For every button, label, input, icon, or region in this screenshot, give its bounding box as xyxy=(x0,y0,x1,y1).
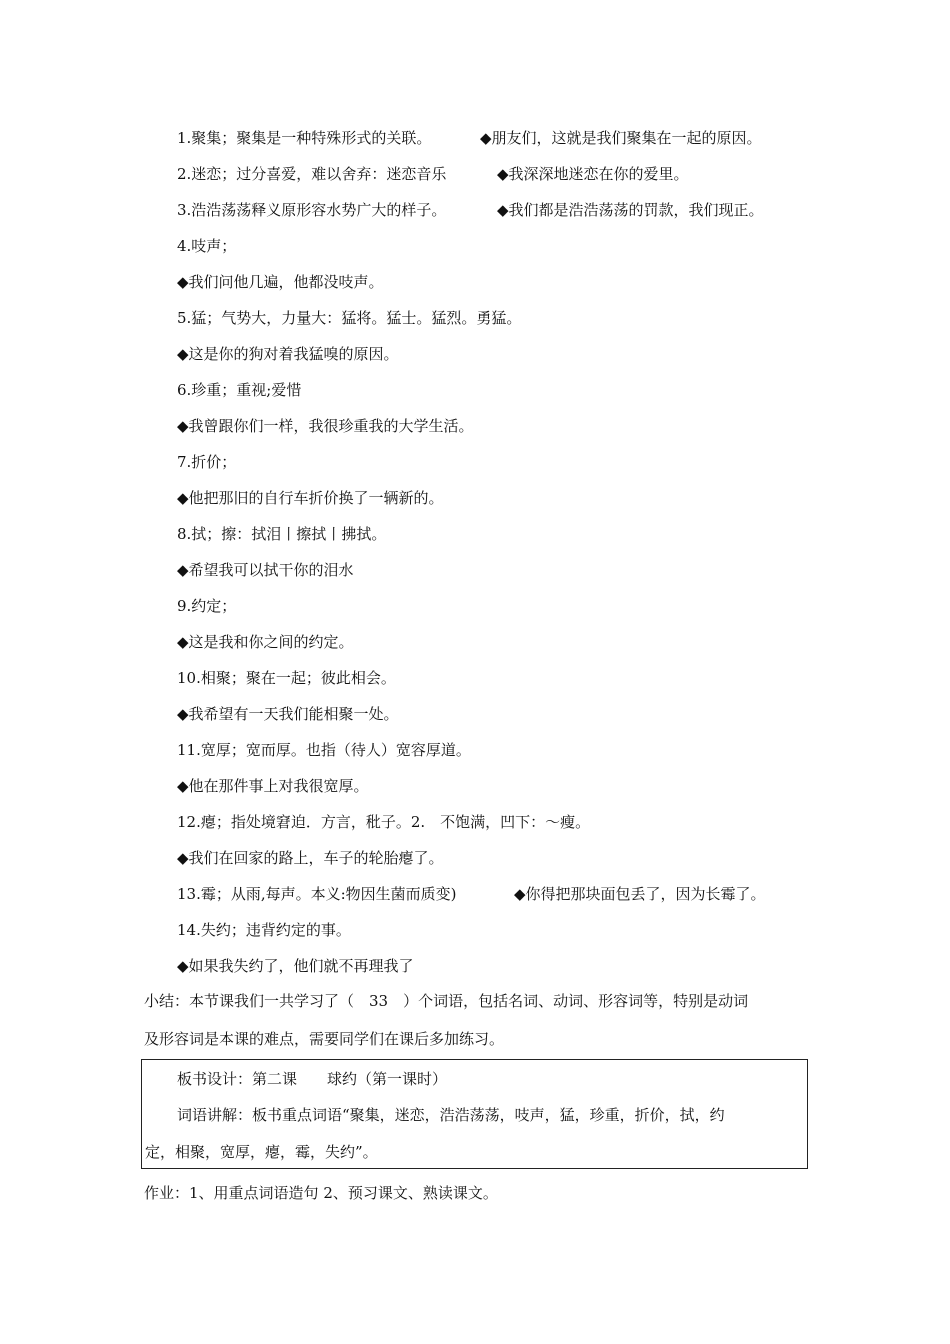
entry-11-word: 11.宽厚；宽而厚。也指（待人）宽容厚道。 xyxy=(177,741,471,759)
summary-line-1: 小结：本节课我们一共学习了（ 33 ）个词语，包括名词、动词、形容词等，特别是动词 xyxy=(144,992,749,1010)
entry-10-word: 10.相聚；聚在一起；彼此相会。 xyxy=(177,669,396,687)
entry-14-word: 14.失约；违背约定的事。 xyxy=(177,921,351,939)
entry-7-word: 7.折价； xyxy=(177,453,237,471)
entry-14-example: ◆如果我失约了，他们就不再理我了 xyxy=(177,957,414,975)
entry-3 xyxy=(177,200,764,220)
entry-2-example: ◆我深深地迷恋在你的爱里。 xyxy=(497,165,689,183)
entry-8-word: 8.拭；擦：拭泪丨擦拭丨拂拭。 xyxy=(177,525,387,543)
entry-6-word: 6.珍重；重视;爱惜 xyxy=(177,381,302,399)
entry-3-definition: 3.浩浩荡荡释义原形容水势广大的样子。 xyxy=(177,201,447,219)
entry-1-example: ◆朋友们，这就是我们聚集在一起的原因。 xyxy=(480,129,762,147)
entry-5-word: 5.猛；气势大，力量大：猛将。猛士。猛烈。勇猛。 xyxy=(177,309,522,327)
entry-13-definition: 13.霉；从雨,每声。本义:物因生菌而质变) xyxy=(177,885,457,903)
entry-9-example: ◆这是我和你之间的约定。 xyxy=(177,633,354,651)
entry-2-definition: 2.迷恋；过分喜爱，难以舍弃：迷恋音乐 xyxy=(177,165,447,183)
entry-9-word: 9.约定； xyxy=(177,597,237,615)
entry-2 xyxy=(177,164,689,184)
board-line-1: 词语讲解：板书重点词语“聚集，迷恋，浩浩荡荡，吱声，猛，珍重，折价，拭，约 xyxy=(177,1106,725,1124)
blackboard-design-box xyxy=(141,1059,808,1169)
homework: 作业：1、用重点词语造句 2、预习课文、熟读课文。 xyxy=(144,1184,498,1202)
summary-line-2: 及形容词是本课的难点，需要同学们在课后多加练习。 xyxy=(144,1030,505,1048)
entry-8-example: ◆希望我可以拭干你的泪水 xyxy=(177,561,354,579)
board-title: 板书设计：第二课 球约（第一课时） xyxy=(177,1070,448,1088)
entry-10-example: ◆我希望有一天我们能相聚一处。 xyxy=(177,705,399,723)
entry-4-word: 4.吱声； xyxy=(177,237,237,255)
entry-12-example: ◆我们在回家的路上，车子的轮胎瘪了。 xyxy=(177,849,444,867)
entry-12-word: 12.瘪；指处境窘迫．方言，秕子。2. 不饱满，凹下：～瘦。 xyxy=(177,813,591,831)
entry-7-example: ◆他把那旧的自行车折价换了一辆新的。 xyxy=(177,489,444,507)
board-line-2: 定，相聚，宽厚，瘪，霉，失约”。 xyxy=(145,1143,378,1161)
entry-13 xyxy=(177,884,766,904)
entry-4-example: ◆我们问他几遍，他都没吱声。 xyxy=(177,273,384,291)
entry-6-example: ◆我曾跟你们一样，我很珍重我的大学生活。 xyxy=(177,417,474,435)
entry-5-example: ◆这是你的狗对着我猛嗅的原因。 xyxy=(177,345,399,363)
entry-1-definition: 1.聚集；聚集是一种特殊形式的关联。 xyxy=(177,129,432,147)
entry-11-example: ◆他在那件事上对我很宽厚。 xyxy=(177,777,369,795)
entry-1 xyxy=(177,128,762,148)
entry-13-example: ◆你得把那块面包丢了，因为长霉了。 xyxy=(514,885,766,903)
entry-3-example: ◆我们都是浩浩荡荡的罚款，我们现正。 xyxy=(497,201,764,219)
